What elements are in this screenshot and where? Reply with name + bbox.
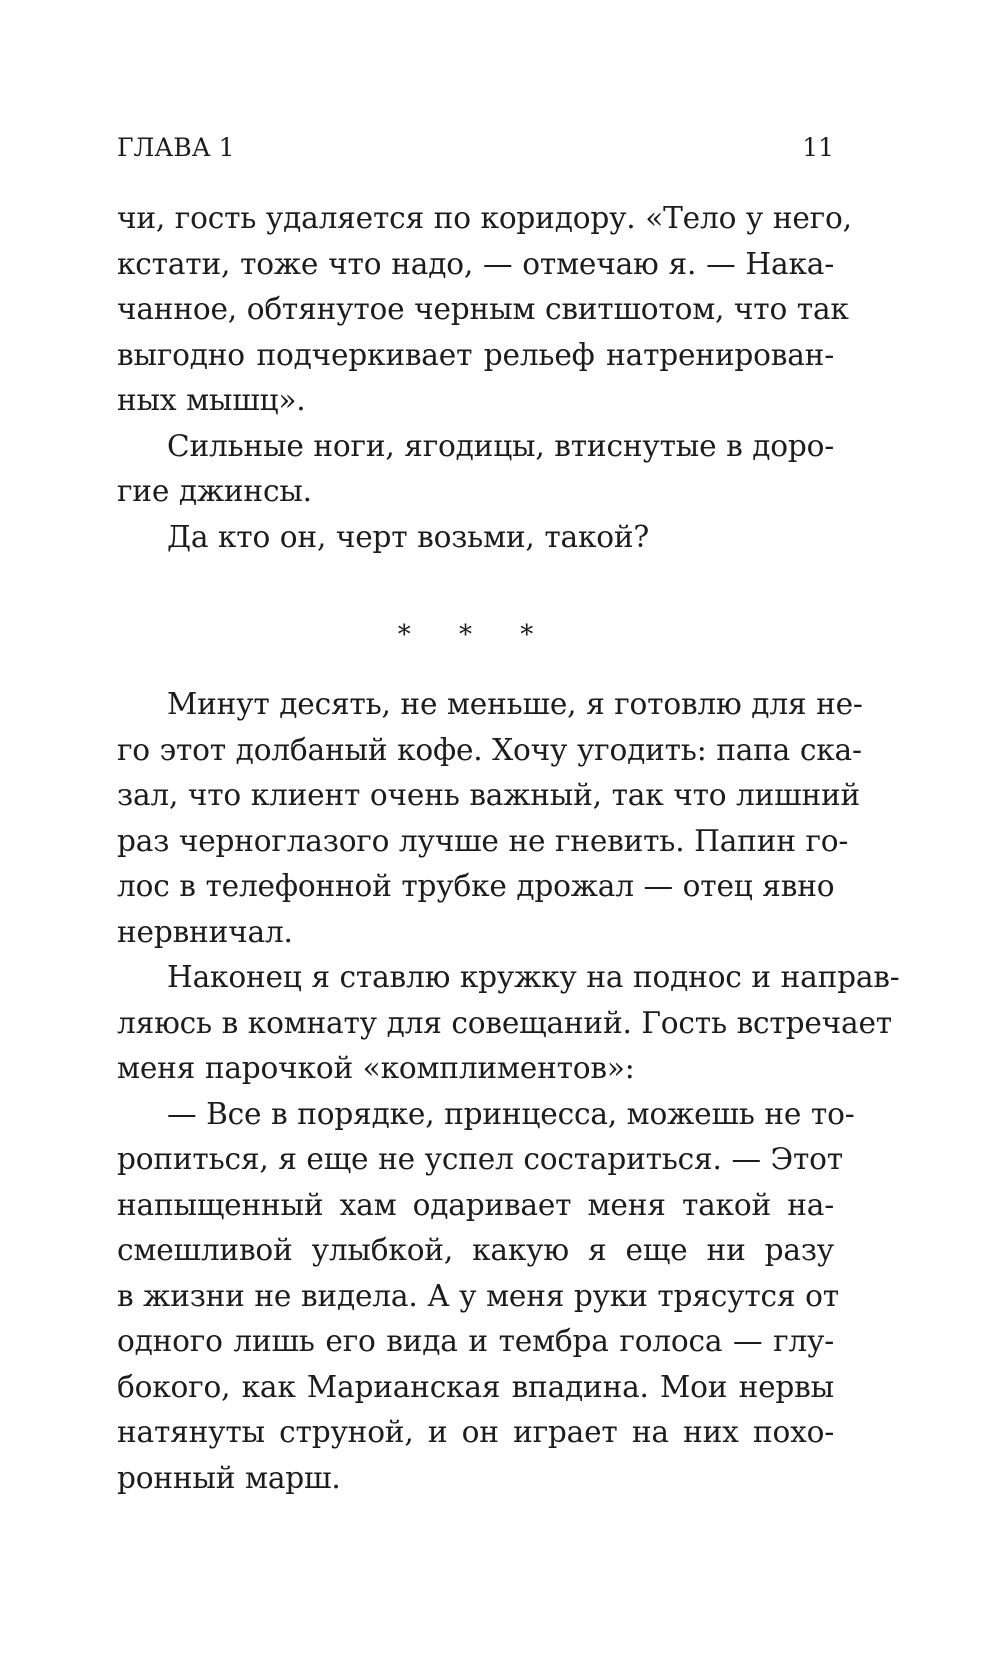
text-block-after-separator [117,682,900,1501]
text-line: чанное, обтянутое черным свитшотом, что так [117,292,849,326]
text-line: гие джинсы. [117,474,312,508]
paragraph [117,1092,855,1502]
text-line: выгодно подчеркивает рельеф натренирован- [117,337,834,372]
section-separator: * * * [397,620,554,650]
paragraph [117,515,834,561]
paragraph [117,424,834,515]
text-line: ронный марш. [117,1460,341,1495]
text-line: го этот долбаный кофе. Хочу угодить: папа ска- [117,732,862,767]
text-line: Сильные ноги, ягодицы, втиснутые в доро- [167,428,835,463]
text-line: зал, что клиент очень важный, так что лишний [117,778,861,812]
text-line: напыщенный хам одаривает меня такой на- [117,1187,834,1222]
text-line: смешливой улыбкой, какую я еще ни разу [117,1233,834,1267]
text-line: раз черноглазого лучше не гневить. Папин го- [117,823,849,858]
paragraph [117,196,852,424]
text-line: Наконец я ставлю кружку на поднос и направ- [167,960,900,994]
text-line: Да кто он, черт возьми, такой? [167,519,650,554]
paragraph [117,955,900,1092]
text-line: ропиться, я еще не успел состариться. — Этот [117,1142,843,1176]
page-number: 11 [802,133,834,162]
running-head [117,128,834,168]
text-line: одного лишь его вида и тембра голоса — глу- [117,1324,834,1358]
text-line: натянуты струной, и он играет на них похо- [117,1415,834,1449]
text-line: нервничал. [117,914,293,949]
text-line: ных мышц». [117,383,306,417]
text-line: в жизни не видела. А у меня руки трясутся от [117,1278,839,1313]
text-line: чи, гость удаляется по коридору. «Тело у него, [117,201,852,235]
text-line: лос в телефонной трубке дрожал — отец явно [117,869,835,903]
text-block-before-separator [117,196,852,560]
chapter-title: ГЛАВА 1 [117,133,235,162]
text-line: кстати, тоже что надо, — отмечаю я. — Нака- [117,246,834,281]
text-line: меня парочкой «комплиментов»: [117,1051,635,1085]
text-line: — Все в порядке, принцесса, можешь не то- [167,1096,855,1131]
paragraph [117,682,863,955]
text-line: бокого, как Марианская впадина. Мои нервы [117,1369,834,1404]
text-line: ляюсь в комнату для совещаний. Гость встречает [117,1005,892,1040]
text-line: Минут десять, не меньше, я готовлю для не- [167,687,863,721]
